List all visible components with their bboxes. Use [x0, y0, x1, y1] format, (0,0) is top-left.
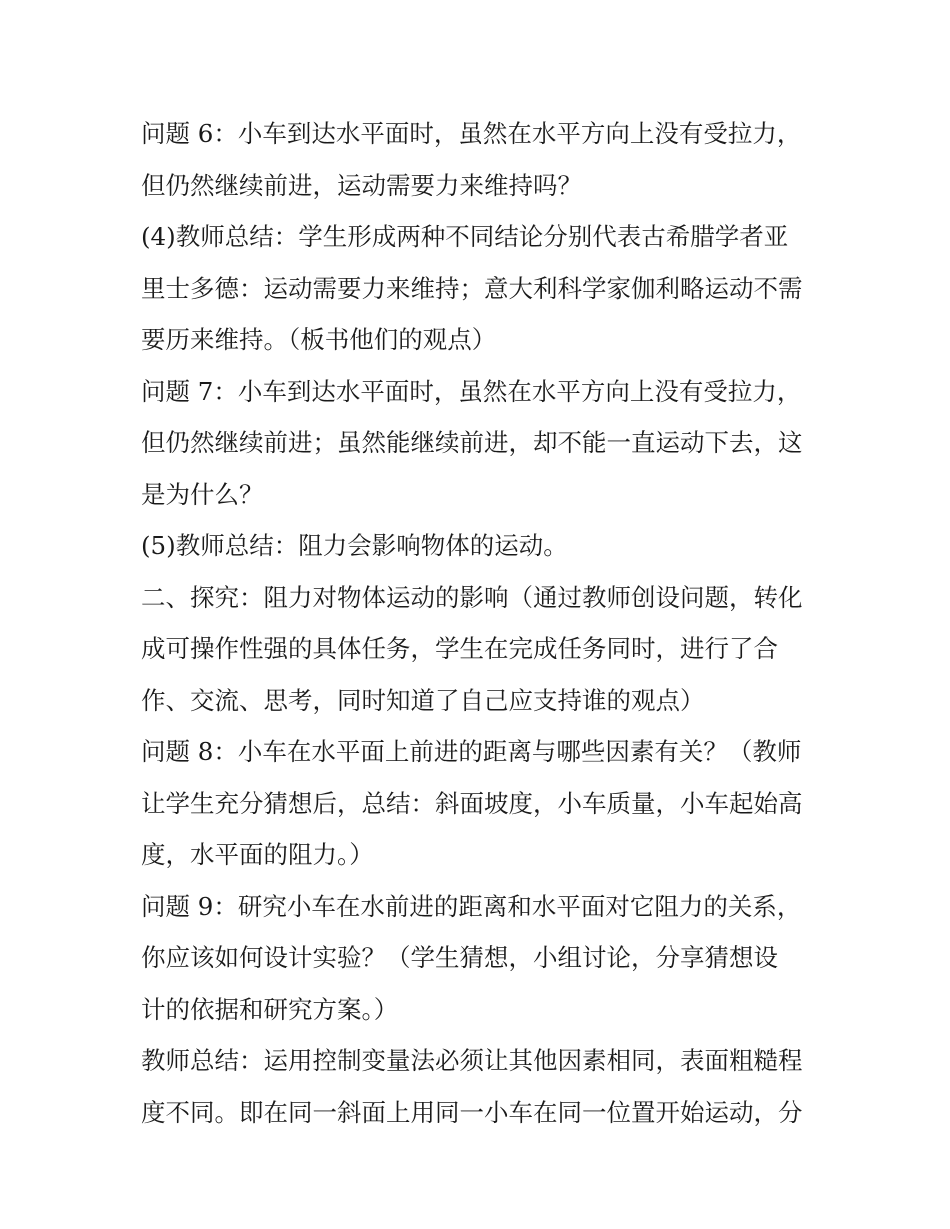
- question-6-line-1: 问题 6：小车到达水平面时，虽然在水平方向上没有受拉力，: [141, 119, 802, 148]
- section-2-line-2: 成可操作性强的具体任务，学生在完成任务同时，进行了合: [141, 634, 778, 663]
- question-9-line-1: 问题 9：研究小车在水前进的距离和水平面对它阻力的关系，: [141, 891, 802, 921]
- question-9-line-2: 你应该如何设计实验？（学生猜想，小组讨论，分享猜想设: [141, 943, 778, 972]
- summary-4-line-2: 里士多德：运动需要力来维持；意大利科学家伽利略运动不需: [141, 273, 803, 303]
- section-2-line-1: 二、探究：阻力对物体运动的影响（通过教师创设问题，转化: [141, 582, 803, 612]
- summary-5-line-1: (5)教师总结：阻力会影响物体的运动。: [141, 531, 568, 560]
- question-8-line-1: 问题 8：小车在水平面上前进的距离与哪些因素有关？（教师: [141, 737, 802, 766]
- question-7-line-1: 问题 7：小车到达水平面时，虽然在水平方向上没有受拉力，: [141, 376, 802, 406]
- summary-4-line-3: 要历来维持。（板书他们的观点）: [141, 325, 497, 354]
- question-7-line-3: 是为什么？: [141, 479, 264, 509]
- question-6-line-2: 但仍然继续前进，运动需要力来维持吗？: [141, 170, 582, 200]
- section-2-line-3: 作、交流、思考，同时知道了自己应支持谁的观点）: [141, 685, 705, 715]
- question-9-line-3: 计的依据和研究方案。）: [141, 994, 399, 1024]
- teacher-summary-line-2: 度不同。即在同一斜面上用同一小车在同一位置开始运动，分: [141, 1097, 803, 1127]
- question-8-line-2: 让学生充分猜想后，总结：斜面坡度，小车质量，小车起始高: [141, 788, 803, 818]
- teacher-summary-line-1: 教师总结：运用控制变量法必须让其他因素相同，表面粗糙程: [141, 1046, 803, 1075]
- question-8-line-3: 度，水平面的阻力。）: [141, 840, 374, 869]
- body-text: [141, 108, 819, 1138]
- summary-4-line-1: (4)教师总结：学生形成两种不同结论分别代表古希腊学者亚: [141, 222, 789, 251]
- question-7-line-2: 但仍然继续前进；虽然能继续前进，却不能一直运动下去，这: [141, 428, 803, 457]
